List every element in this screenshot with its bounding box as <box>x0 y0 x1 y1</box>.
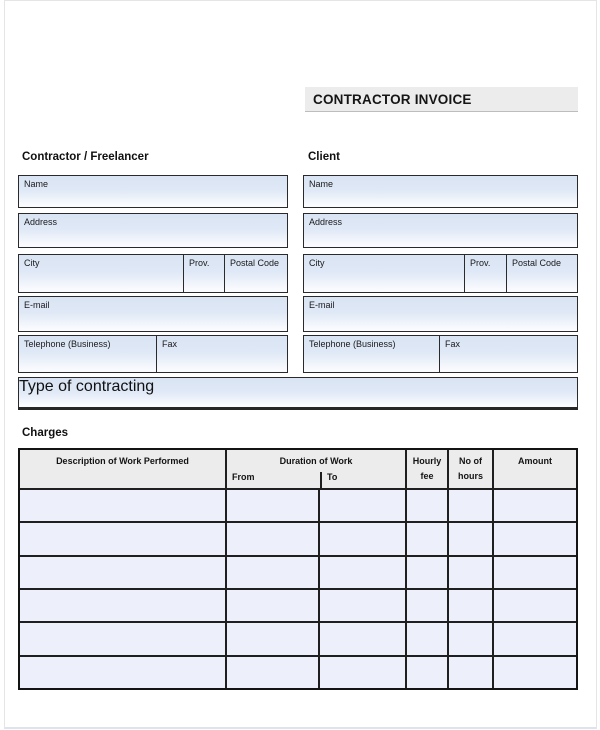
address-label: Address <box>309 217 343 227</box>
charges-cell-hours[interactable] <box>447 590 492 621</box>
charges-cell-desc[interactable] <box>20 657 225 688</box>
charges-body <box>20 488 576 688</box>
charges-cell-hourly[interactable] <box>405 523 447 554</box>
duration-subheader-row <box>227 472 405 488</box>
client-column <box>303 175 578 373</box>
charges-cell-to[interactable] <box>318 657 405 688</box>
title-bar <box>305 87 578 112</box>
type-of-contracting-label: Type of contracting <box>19 378 155 395</box>
prov-label: Prov. <box>189 258 210 268</box>
charges-cell-amount[interactable] <box>492 657 576 688</box>
charges-cell-desc[interactable] <box>20 623 225 654</box>
column-header-amount <box>492 450 576 488</box>
charges-cell-desc[interactable] <box>20 490 225 521</box>
contractor-section-heading: Contractor / Freelancer <box>22 151 149 163</box>
charges-cell-hourly[interactable] <box>405 557 447 588</box>
client-city-field[interactable] <box>304 255 464 292</box>
contractor-city-field[interactable] <box>19 255 183 292</box>
client-fax-field[interactable] <box>439 336 577 372</box>
charges-cell-from[interactable] <box>225 623 318 654</box>
charges-cell-to[interactable] <box>318 557 405 588</box>
charges-table-header <box>20 450 576 488</box>
name-label: Name <box>24 179 49 189</box>
charges-cell-hours[interactable] <box>447 657 492 688</box>
email-label: E-mail <box>24 300 50 310</box>
charges-cell-to[interactable] <box>318 590 405 621</box>
fax-label: Fax <box>162 339 178 349</box>
client-telephone-field[interactable] <box>304 336 439 372</box>
charges-cell-hourly[interactable] <box>405 657 447 688</box>
no-of-hours-line1: No of <box>459 456 482 466</box>
client-section-heading: Client <box>308 151 340 163</box>
type-of-contracting-field[interactable] <box>18 377 578 410</box>
charges-cell-from[interactable] <box>225 490 318 521</box>
contractor-city-row <box>18 254 288 293</box>
name-label: Name <box>309 179 334 189</box>
postal-code-label: Postal Code <box>230 258 280 268</box>
charges-cell-to[interactable] <box>318 490 405 521</box>
contractor-telephone-row <box>18 335 288 373</box>
city-label: City <box>309 258 325 268</box>
contractor-name-field[interactable] <box>18 175 288 208</box>
duration-header-label: Duration of Work <box>279 456 353 466</box>
charges-cell-from[interactable] <box>225 657 318 688</box>
page-title: CONTRACTOR INVOICE <box>313 91 472 107</box>
telephone-label: Telephone (Business) <box>309 339 396 349</box>
client-address-field[interactable] <box>303 213 578 248</box>
contractor-prov-field[interactable] <box>183 255 224 292</box>
charges-empty-row <box>20 621 576 654</box>
telephone-label: Telephone (Business) <box>24 339 111 349</box>
column-header-hourly-fee <box>405 450 447 488</box>
charges-table <box>18 448 578 690</box>
amount-header-label: Amount <box>518 456 552 466</box>
client-name-field[interactable] <box>303 175 578 208</box>
client-email-field[interactable] <box>303 296 578 332</box>
charges-empty-row <box>20 555 576 588</box>
charges-cell-amount[interactable] <box>492 523 576 554</box>
contractor-fax-field[interactable] <box>156 336 287 372</box>
charges-cell-hours[interactable] <box>447 557 492 588</box>
description-header-label: Description of Work Performed <box>56 456 189 466</box>
email-label: E-mail <box>309 300 335 310</box>
city-label: City <box>24 258 40 268</box>
client-prov-field[interactable] <box>464 255 506 292</box>
charges-cell-amount[interactable] <box>492 590 576 621</box>
charges-empty-row <box>20 521 576 554</box>
client-postal-code-field[interactable] <box>506 255 577 292</box>
charges-cell-from[interactable] <box>225 557 318 588</box>
charges-cell-amount[interactable] <box>492 623 576 654</box>
prov-label: Prov. <box>470 258 491 268</box>
client-telephone-row <box>303 335 578 373</box>
charges-cell-hours[interactable] <box>447 490 492 521</box>
no-of-hours-line2: hours <box>457 471 483 481</box>
charges-empty-row <box>20 488 576 521</box>
address-label: Address <box>24 217 58 227</box>
charges-section-heading: Charges <box>22 427 69 439</box>
column-header-description <box>20 450 225 488</box>
charges-cell-desc[interactable] <box>20 557 225 588</box>
fax-label: Fax <box>445 339 461 349</box>
charges-cell-to[interactable] <box>318 523 405 554</box>
charges-cell-hours[interactable] <box>447 623 492 654</box>
charges-cell-hourly[interactable] <box>405 490 447 521</box>
contractor-email-field[interactable] <box>18 296 288 332</box>
contractor-column <box>18 175 288 373</box>
charges-cell-from[interactable] <box>225 590 318 621</box>
contractor-address-field[interactable] <box>18 213 288 248</box>
postal-code-label: Postal Code <box>512 258 562 268</box>
contractor-telephone-field[interactable] <box>19 336 156 372</box>
hourly-fee-line1: Hourly <box>412 456 442 466</box>
charges-cell-hours[interactable] <box>447 523 492 554</box>
column-header-from: From <box>232 472 255 482</box>
contractor-postal-code-field[interactable] <box>224 255 287 292</box>
column-header-duration <box>225 450 405 488</box>
charges-cell-desc[interactable] <box>20 590 225 621</box>
charges-cell-amount[interactable] <box>492 557 576 588</box>
charges-empty-row <box>20 655 576 688</box>
column-header-to: To <box>320 472 405 488</box>
charges-cell-to[interactable] <box>318 623 405 654</box>
charges-empty-row <box>20 588 576 621</box>
client-city-row <box>303 254 578 293</box>
column-header-no-of-hours <box>447 450 492 488</box>
hourly-fee-line2: fee <box>420 471 434 481</box>
charges-cell-amount[interactable] <box>492 490 576 521</box>
charges-cell-from[interactable] <box>225 523 318 554</box>
charges-cell-hourly[interactable] <box>405 590 447 621</box>
charges-cell-hourly[interactable] <box>405 623 447 654</box>
charges-cell-desc[interactable] <box>20 523 225 554</box>
